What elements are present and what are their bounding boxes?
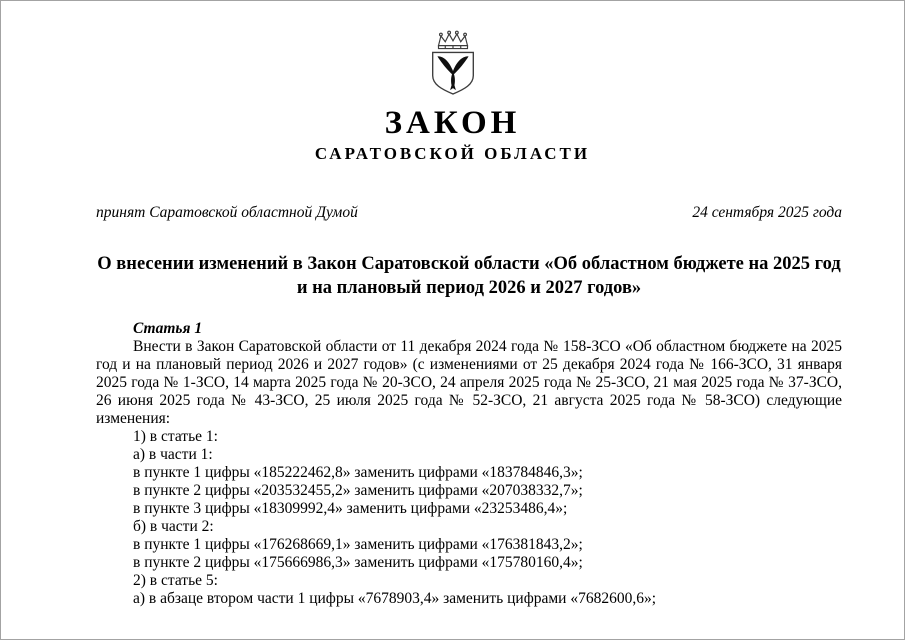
adoption-date: 24 сентября 2025 года bbox=[692, 204, 842, 221]
emblem-container bbox=[1, 1, 904, 99]
amendment-line: а) в абзаце втором части 1 цифры «7678903,4» заменить цифрами «7682600,6»; bbox=[133, 590, 657, 607]
document-body bbox=[96, 320, 842, 608]
amendment-line: а) в части 1: bbox=[133, 446, 213, 463]
law-subject-heading: О внесении изменений в Закон Саратовской области «Об областном бюджете на 2025 год и на плановый период 2026 и 2027 годов» bbox=[97, 254, 841, 298]
document-subtitle: САРАТОВСКОЙ ОБЛАСТИ bbox=[314, 144, 591, 163]
amendment-line: в пункте 2 цифры «203532455,2» заменить цифрами «207038332,7»; bbox=[133, 482, 583, 499]
adopted-by-text: принят Саратовской областной Думой bbox=[96, 204, 358, 221]
amendment-line: в пункте 1 цифры «176268669,1» заменить цифрами «176381843,2»; bbox=[133, 536, 583, 553]
amendment-line: в пункте 1 цифры «185222462,8» заменить цифрами «183784846,3»; bbox=[133, 464, 583, 481]
article-1-intro-paragraph: Внести в Закон Саратовской области от 11 декабря 2024 года № 158-ЗСО «Об областном бюджете на 2025 год и на плановый период 2026 и 2027 годов» (с изменениями от 25 декабря 2024 года № 166-ЗСО, 31 января 2025 года № 1-ЗСО, 14 марта 2025 года № 20-ЗСО, 24 апреля 2025 года № 25-ЗСО, 21 мая 2025 года № 37-ЗСО, 26 июня 2025 года № 43-ЗСО, 25 июля 2025 года № 52-ЗСО, 21 августа 2025 года № 58-ЗСО) следующие изменения: bbox=[96, 338, 842, 427]
amendment-line: 2) в статье 5: bbox=[133, 572, 218, 589]
amendment-line: 1) в статье 1: bbox=[133, 428, 218, 445]
amendment-line: в пункте 3 цифры «18309992,4» заменить цифрами «23253486,4»; bbox=[133, 500, 568, 517]
amendment-line: б) в части 2: bbox=[133, 518, 214, 535]
adoption-meta-row bbox=[96, 204, 842, 222]
article-1-title: Статья 1 bbox=[133, 320, 203, 337]
saratov-oblast-coat-of-arms-icon bbox=[424, 29, 482, 99]
document-title: ЗАКОН bbox=[384, 105, 521, 141]
amendment-line: в пункте 2 цифры «175666986,3» заменить цифрами «175780160,4»; bbox=[133, 554, 583, 571]
